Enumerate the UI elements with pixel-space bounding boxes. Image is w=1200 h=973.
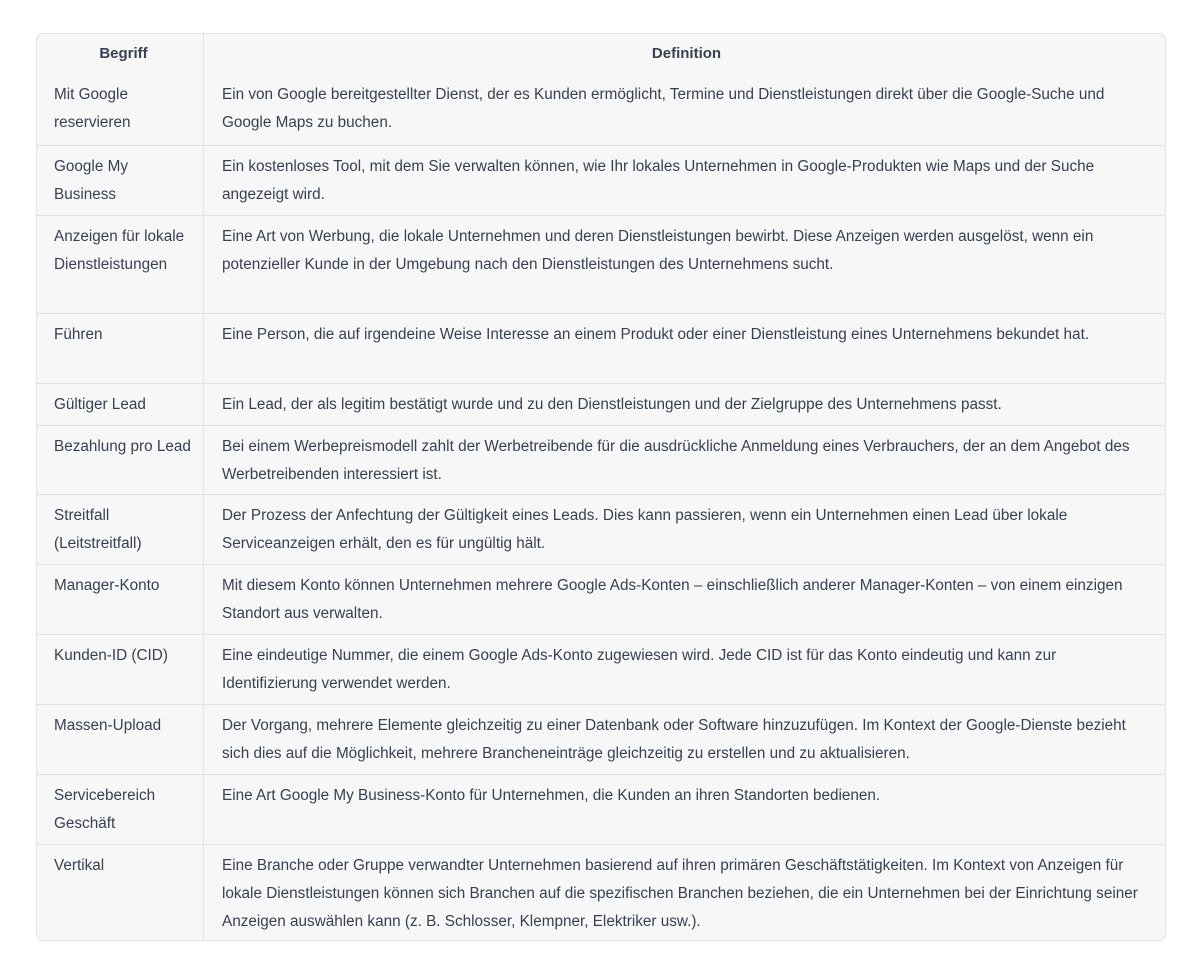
term-cell: Manager-Konto <box>37 565 204 634</box>
term-cell: Gültiger Lead <box>37 384 204 425</box>
definition-cell: Eine eindeutige Nummer, die einem Google Ads-Konto zugewiesen wird. Jede CID ist für das Konto eindeutig und kann zur Identifizierung verwendet werden. <box>222 647 1057 692</box>
term-cell: Mit Google reservieren <box>37 74 204 145</box>
table-row <box>37 145 1165 215</box>
table-header <box>37 34 1165 74</box>
definition-cell: Der Vorgang, mehrere Elemente gleichzeitig zu einer Datenbank oder Software hinzuzufügen. Im Kontext der Google-Dienste bezieht sich dies auf die Möglichkeit, mehrere Brancheneinträge gleichzeitig zu erstellen und zu aktualisieren. <box>222 717 1126 762</box>
table-row <box>37 634 1165 704</box>
term-cell: Google My Business <box>37 146 204 215</box>
term-cell: Streitfall (Leitstreitfall) <box>37 495 204 564</box>
table-row <box>37 774 1165 844</box>
table-row <box>37 494 1165 564</box>
definition-cell: Mit diesem Konto können Unternehmen mehrere Google Ads-Konten – einschließlich anderer Manager-Konten – von einem einzigen Standort aus verwalten. <box>222 577 1123 622</box>
definition-cell: Ein Lead, der als legitim bestätigt wurde und zu den Dienstleistungen und der Zielgruppe des Unternehmens passt. <box>222 396 1002 413</box>
table-row <box>37 844 1165 940</box>
term-cell: Anzeigen für lokale Dienstleistungen <box>37 216 204 313</box>
term-cell: Massen-Upload <box>37 705 204 774</box>
term-cell: Bezahlung pro Lead <box>37 426 204 494</box>
header-definition: Definition <box>651 45 722 62</box>
table-row <box>37 383 1165 425</box>
table-row <box>37 425 1165 494</box>
term-cell: Kunden-ID (CID) <box>37 635 204 704</box>
definition-cell: Eine Person, die auf irgendeine Weise Interesse an einem Produkt oder einer Dienstleistung eines Unternehmens bekundet hat. <box>222 326 1090 343</box>
table-row <box>37 313 1165 383</box>
table-row <box>37 704 1165 774</box>
definition-cell: Eine Art Google My Business-Konto für Unternehmen, die Kunden an ihren Standorten bedienen. <box>222 787 881 804</box>
table-row <box>37 74 1165 145</box>
definition-cell: Ein kostenloses Tool, mit dem Sie verwalten können, wie Ihr lokales Unternehmen in Google-Produkten wie Maps und der Suche angezeigt wird. <box>222 158 1095 203</box>
table-row <box>37 564 1165 634</box>
term-cell: Vertikal <box>37 845 204 940</box>
definition-cell: Eine Art von Werbung, die lokale Unternehmen und deren Dienstleistungen bewirbt. Diese Anzeigen werden ausgelöst, wenn ein potenzieller Kunde in der Umgebung nach den Dienstleistungen des Unternehmens sucht. <box>222 228 1094 273</box>
definition-cell: Ein von Google bereitgestellter Dienst, der es Kunden ermöglicht, Termine und Dienstleistungen direkt über die Google-Suche und Google Maps zu buchen. <box>222 86 1105 131</box>
definition-cell: Bei einem Werbepreismodell zahlt der Werbetreibende für die ausdrückliche Anmeldung eines Verbrauchers, der an dem Angebot des Werbetreibenden interessiert ist. <box>222 438 1130 483</box>
definition-cell: Eine Branche oder Gruppe verwandter Unternehmen basierend auf ihren primären Geschäftstätigkeiten. Im Kontext von Anzeigen für lokale Dienstleistungen können sich Branchen auf die spezifischen Branchen beziehen, die ein Unternehmen bei der Einrichtung seiner Anzeigen auswählen kann (z. B. Schlosser, Klempner, Elektriker usw.). <box>222 857 1138 930</box>
definition-cell: Der Prozess der Anfechtung der Gültigkeit eines Leads. Dies kann passieren, wenn ein Unternehmen einen Lead über lokale Serviceanzeigen erhält, den es für ungültig hält. <box>222 507 1068 552</box>
header-term: Begriff <box>37 34 204 74</box>
term-cell: Führen <box>37 314 204 383</box>
table-row <box>37 215 1165 313</box>
glossary-table <box>36 33 1166 941</box>
term-cell: Servicebereich Geschäft <box>37 775 204 844</box>
